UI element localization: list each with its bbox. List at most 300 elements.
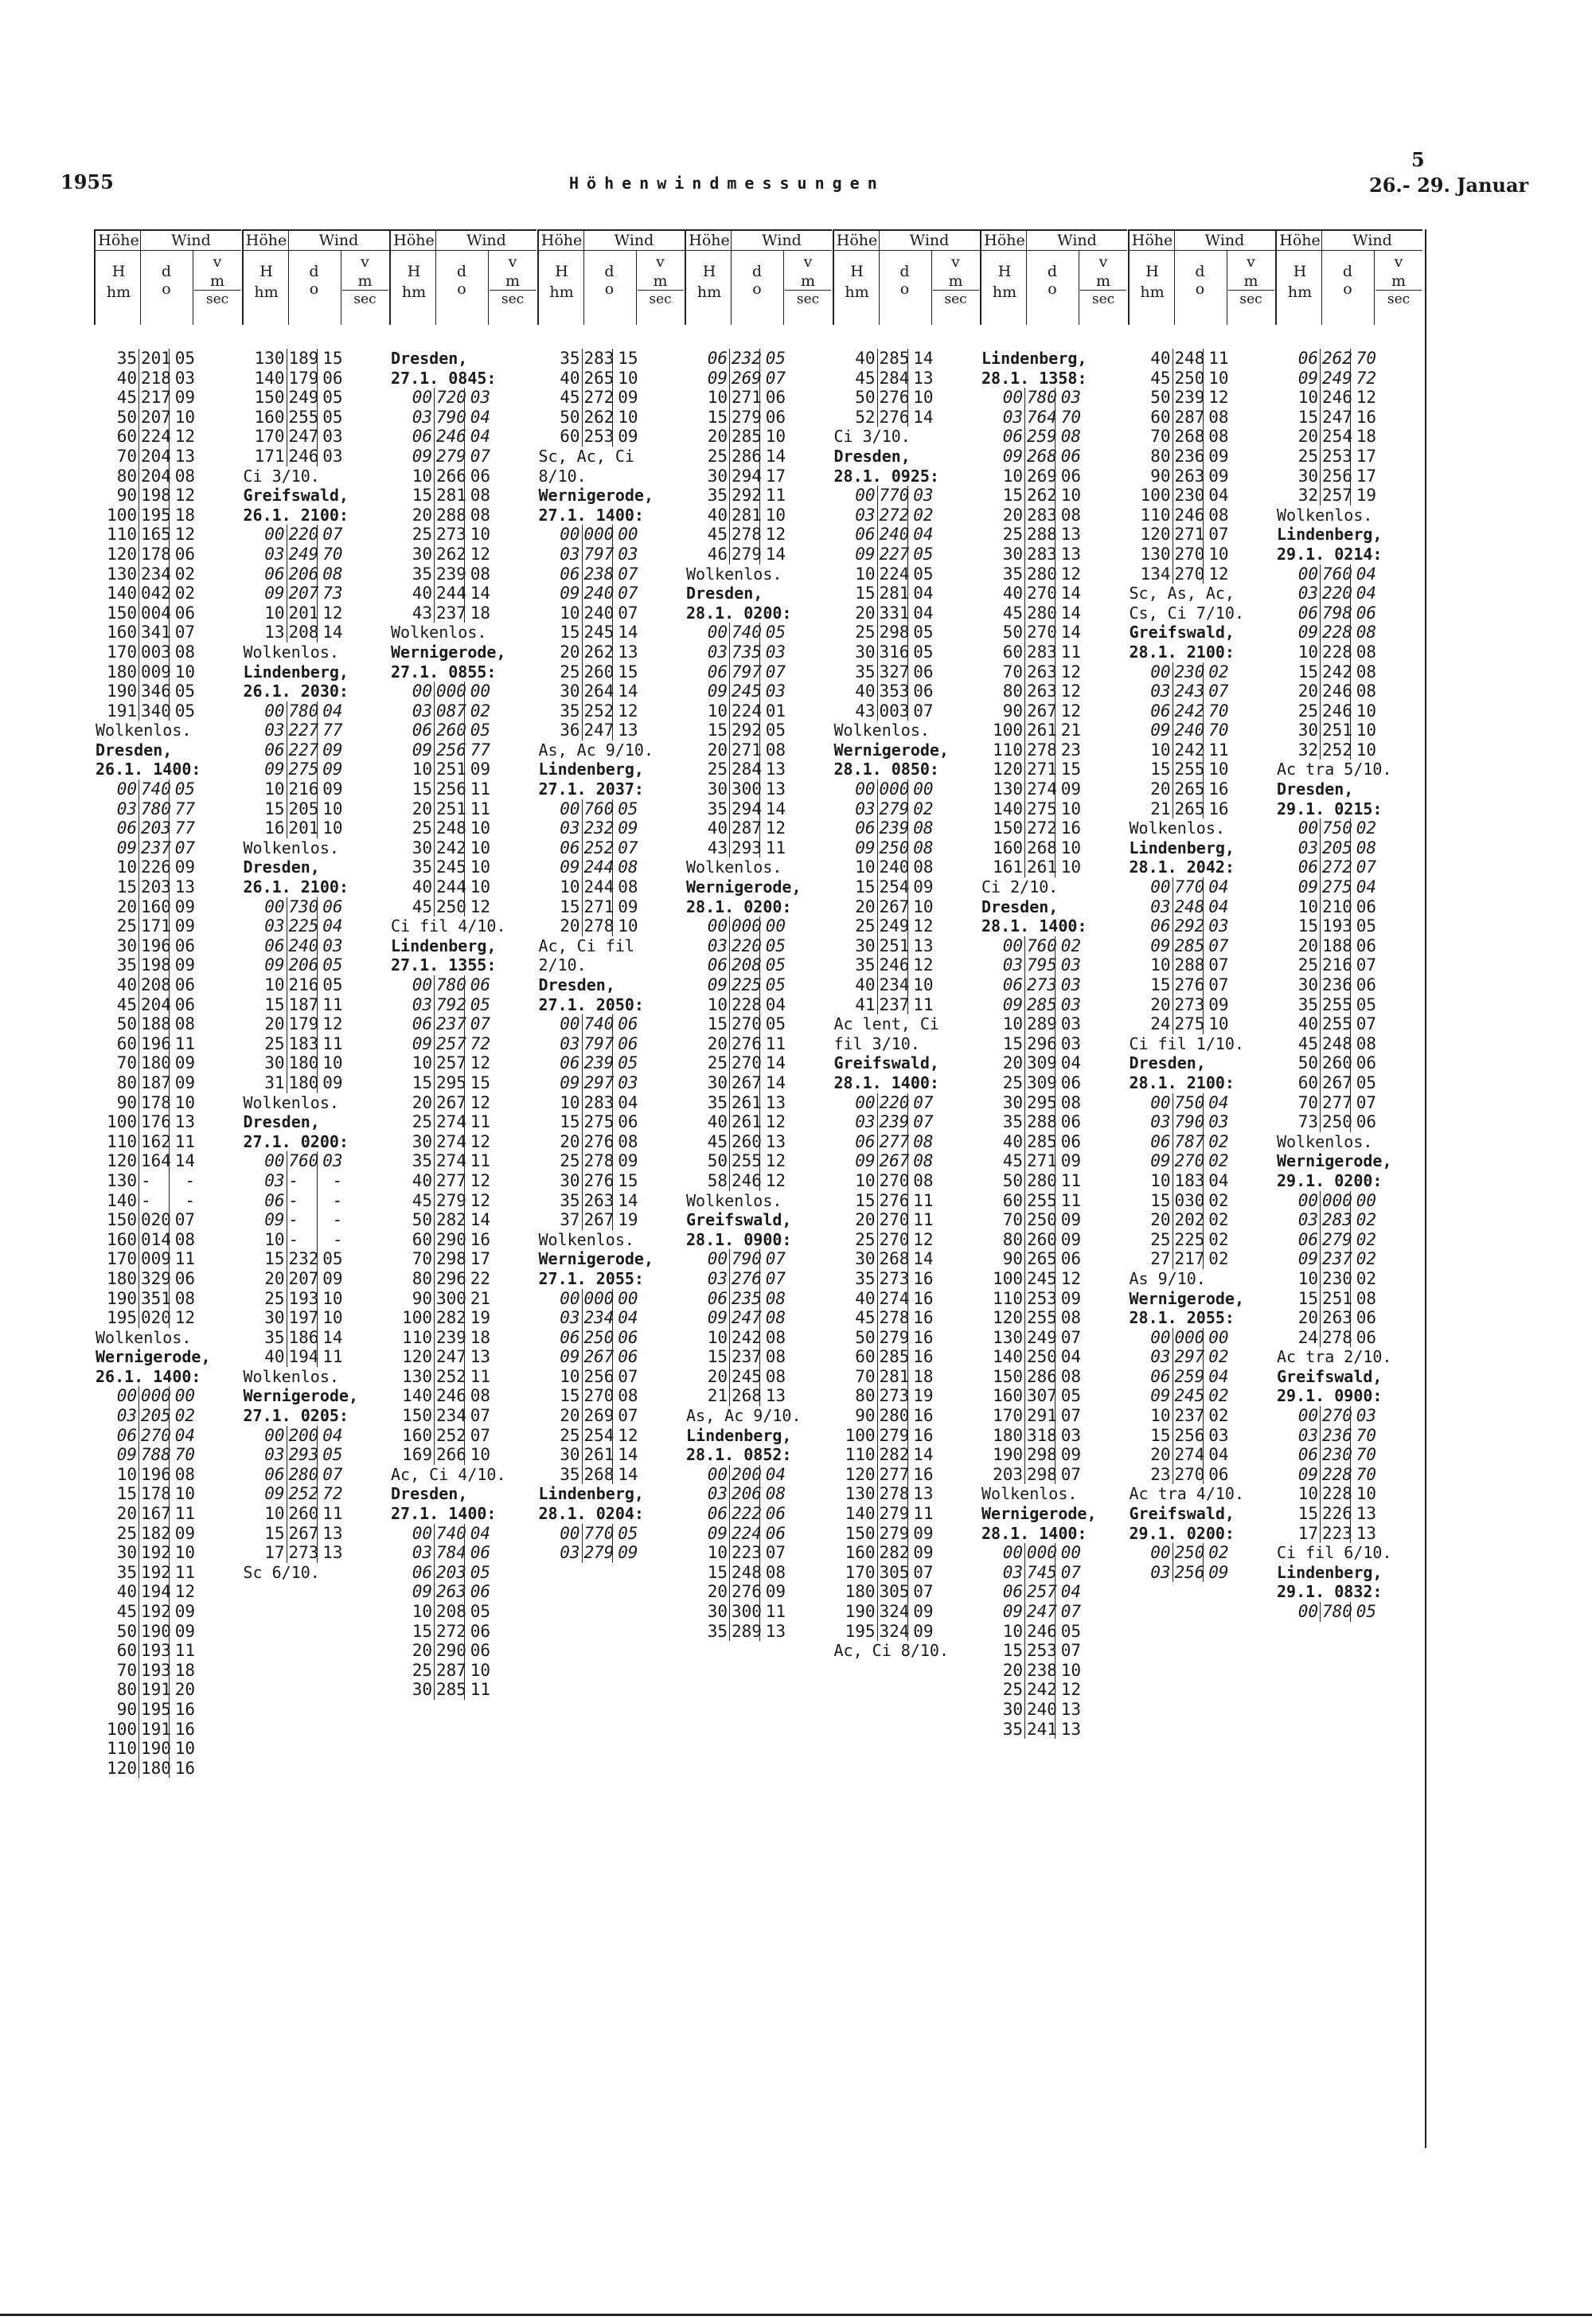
direction-value: 279 xyxy=(877,1328,907,1348)
direction-value: 191 xyxy=(139,1680,168,1700)
speed-value: 10 xyxy=(464,877,490,897)
table-row xyxy=(389,1151,537,1171)
direction-value: 740 xyxy=(582,1014,611,1034)
table-row xyxy=(980,936,1127,956)
height-value: 40 xyxy=(707,818,728,838)
height-value: 03 xyxy=(560,1308,580,1328)
speed-value: 04 xyxy=(464,1524,490,1544)
height-value: 09 xyxy=(1150,1151,1171,1171)
height-value: 10 xyxy=(707,701,728,721)
direction-value: 272 xyxy=(1024,818,1054,838)
direction-value: 248 xyxy=(434,818,463,838)
speed-value: 08 xyxy=(169,1289,195,1309)
cloud-note: Wolkenlos. xyxy=(686,857,782,877)
table-row xyxy=(389,721,537,740)
header-hoehe: Höhe xyxy=(245,231,289,250)
speed-value: 09 xyxy=(907,1543,934,1563)
direction-value: 270 xyxy=(877,1230,907,1250)
header-H: H xyxy=(555,263,568,280)
direction-value: 300 xyxy=(434,1289,463,1309)
height-value: 09 xyxy=(1297,623,1318,643)
table-row xyxy=(94,1191,241,1211)
station-label: Greifswald, xyxy=(833,1053,939,1073)
height-value: 25 xyxy=(1002,1680,1023,1700)
direction-value: 255 xyxy=(287,408,316,428)
table-row xyxy=(980,1641,1127,1661)
direction-value: 246 xyxy=(1320,701,1349,721)
direction-value: 249 xyxy=(1320,369,1349,389)
speed-value: 17 xyxy=(759,467,786,486)
table-row xyxy=(242,779,389,799)
direction-value: 263 xyxy=(1173,467,1202,486)
speed-value: 14 xyxy=(612,682,638,701)
table-row xyxy=(1128,916,1275,936)
table-row xyxy=(242,1289,389,1309)
direction-value: 259 xyxy=(1173,1367,1202,1387)
direction-value: 324 xyxy=(877,1602,907,1622)
table-row xyxy=(980,1151,1127,1171)
direction-value: 276 xyxy=(729,1269,759,1289)
speed-value: 05 xyxy=(759,721,786,740)
header-wind: Wind xyxy=(318,232,359,249)
table-row xyxy=(980,1132,1127,1152)
speed-value: 08 xyxy=(464,486,490,506)
direction-value: 234 xyxy=(877,975,907,995)
table-row xyxy=(94,1426,241,1446)
height-value: 10 xyxy=(707,994,728,1014)
table-row xyxy=(94,1759,241,1779)
cloud-note: Cs, Ci 7/10. xyxy=(1129,603,1244,623)
direction-value: 279 xyxy=(1320,1230,1349,1250)
table-row xyxy=(537,701,685,721)
table-row xyxy=(1128,1543,1275,1563)
table-row xyxy=(833,486,980,506)
table-row xyxy=(94,1582,241,1602)
table-row xyxy=(685,1328,832,1348)
direction-value: 250 xyxy=(877,838,907,858)
height-value: 40 xyxy=(1150,349,1171,368)
speed-value: 02 xyxy=(1203,662,1229,682)
direction-value: 020 xyxy=(139,1308,168,1328)
direction-value: 283 xyxy=(582,349,611,369)
direction-value: 222 xyxy=(729,1504,759,1524)
table-row xyxy=(94,1524,241,1544)
table-row xyxy=(980,1289,1127,1309)
speed-value: 09 xyxy=(907,1524,934,1544)
station-row xyxy=(980,897,1127,917)
table-row xyxy=(537,1386,685,1406)
table-row xyxy=(833,975,980,995)
direction-value: 244 xyxy=(582,877,611,897)
direction-value: 780 xyxy=(434,975,463,995)
height-value: 120 xyxy=(107,1758,137,1778)
header-hoehe: Höhe xyxy=(97,231,141,250)
table-column xyxy=(537,229,685,2148)
direction-value: 247 xyxy=(582,721,611,740)
speed-value: 13 xyxy=(907,936,934,956)
speed-value: 70 xyxy=(1203,721,1229,740)
speed-value: 08 xyxy=(1055,427,1081,447)
speed-value: 18 xyxy=(464,1328,490,1348)
direction-value: 225 xyxy=(1173,1230,1202,1250)
speed-value: 70 xyxy=(1203,701,1229,721)
height-value: 80 xyxy=(412,1268,432,1288)
direction-value: 282 xyxy=(434,1210,463,1230)
direction-value: - xyxy=(287,1230,316,1250)
speed-value: 05 xyxy=(169,701,195,721)
direction-value: 760 xyxy=(287,1151,316,1171)
station-label: 29.1. 0832: xyxy=(1277,1582,1383,1602)
table-row xyxy=(94,349,241,369)
direction-value: 285 xyxy=(877,349,907,369)
direction-value: 193 xyxy=(139,1661,168,1681)
direction-value: 259 xyxy=(1024,427,1054,447)
table-row xyxy=(980,1622,1127,1642)
table-row xyxy=(242,564,389,584)
table-row xyxy=(685,1582,832,1602)
table-row xyxy=(980,740,1127,760)
station-row xyxy=(242,877,389,897)
speed-value: 16 xyxy=(907,1269,934,1289)
speed-value: 07 xyxy=(317,1465,343,1485)
height-value: 35 xyxy=(707,1621,728,1641)
table-row xyxy=(980,1249,1127,1269)
speed-value: 12 xyxy=(907,955,934,975)
height-value: 15 xyxy=(1002,1641,1023,1661)
height-value: 20 xyxy=(707,1582,728,1602)
table-row xyxy=(94,838,241,858)
speed-value: 11 xyxy=(759,838,786,858)
height-value: 43 xyxy=(707,838,728,857)
direction-value: 250 xyxy=(582,1328,611,1348)
header-hm: hm xyxy=(1287,283,1313,301)
header-H: H xyxy=(997,263,1012,280)
height-value: 10 xyxy=(1297,1268,1318,1288)
height-value: 03 xyxy=(412,407,432,427)
table-row xyxy=(537,897,685,917)
height-value: 06 xyxy=(412,1562,432,1582)
table-row xyxy=(537,388,685,408)
height-value: 35 xyxy=(264,1327,285,1347)
height-value: 03 xyxy=(707,642,728,662)
speed-value: 04 xyxy=(317,1426,343,1446)
station-row xyxy=(1128,584,1275,603)
speed-value: 07 xyxy=(1055,1465,1081,1485)
station-row xyxy=(1275,1367,1422,1387)
direction-value: 297 xyxy=(582,1073,611,1093)
table-row xyxy=(685,760,832,779)
height-value: 134 xyxy=(1140,564,1171,584)
height-value: 03 xyxy=(1150,682,1171,701)
table-row xyxy=(94,1700,241,1720)
table-row xyxy=(685,1034,832,1054)
direction-value: 265 xyxy=(582,369,611,389)
direction-value: 340 xyxy=(139,701,168,721)
height-value: 03 xyxy=(707,1484,728,1504)
speed-value: 08 xyxy=(907,838,934,858)
station-row xyxy=(389,349,537,369)
speed-value: 09 xyxy=(317,740,343,760)
speed-value: 13 xyxy=(169,447,195,467)
speed-value: 08 xyxy=(317,564,343,584)
table-row xyxy=(537,1308,685,1328)
speed-value: 00 xyxy=(1350,1191,1376,1211)
direction-value: 291 xyxy=(1024,1406,1054,1426)
speed-value: 06 xyxy=(612,1034,638,1054)
speed-value: 05 xyxy=(317,388,343,408)
height-value: 100 xyxy=(107,505,137,525)
speed-value: 16 xyxy=(169,1720,195,1740)
speed-value: 05 xyxy=(907,643,934,662)
height-value: 150 xyxy=(993,1366,1023,1386)
table-row xyxy=(537,857,685,877)
direction-value: 180 xyxy=(139,1759,168,1779)
direction-value: 267 xyxy=(877,1151,907,1171)
table-row xyxy=(389,1426,537,1446)
station-row xyxy=(1275,1563,1422,1583)
height-value: 20 xyxy=(116,1504,137,1524)
speed-value: 20 xyxy=(169,1680,195,1700)
speed-value: 21 xyxy=(464,1289,490,1309)
direction-value: 286 xyxy=(1024,1367,1054,1387)
station-row xyxy=(1275,525,1422,545)
table-row xyxy=(980,603,1127,623)
table-row xyxy=(980,1328,1127,1348)
direction-value: 250 xyxy=(1024,1347,1054,1367)
table-row xyxy=(94,1053,241,1073)
direction-value: 279 xyxy=(582,1543,611,1563)
table-row xyxy=(1128,564,1275,584)
table-row xyxy=(980,1112,1127,1132)
speed-value: 03 xyxy=(317,447,343,467)
direction-value: 268 xyxy=(877,1249,907,1269)
direction-value: 280 xyxy=(1024,1171,1054,1191)
height-value: 15 xyxy=(412,779,432,799)
speed-value: 07 xyxy=(1350,955,1376,975)
cloud-note: Wolkenlos. xyxy=(833,721,930,740)
direction-value: 263 xyxy=(1024,682,1054,701)
table-row xyxy=(833,1230,980,1250)
speed-value: 08 xyxy=(612,857,638,877)
height-value: 60 xyxy=(1297,1072,1318,1092)
speed-value: 10 xyxy=(169,1543,195,1563)
direction-value: 280 xyxy=(287,1465,316,1485)
station-label: 28.1. 0200: xyxy=(686,603,792,623)
table-row xyxy=(1275,897,1422,917)
table-row xyxy=(1275,1602,1422,1622)
direction-value: 208 xyxy=(434,1602,463,1622)
cloud-note: Sc, As, Ac, xyxy=(1129,584,1235,603)
table-row xyxy=(685,1151,832,1171)
height-value: 50 xyxy=(116,1621,137,1641)
header-H: H xyxy=(259,263,273,280)
table-column xyxy=(1275,229,1422,2148)
direction-value: 239 xyxy=(877,818,907,838)
height-value: 50 xyxy=(1002,1170,1023,1190)
direction-value: 267 xyxy=(582,1210,611,1230)
height-value: 20 xyxy=(855,1210,876,1230)
table-row xyxy=(980,564,1127,584)
speed-value: 11 xyxy=(317,995,343,1015)
direction-value: 190 xyxy=(139,1622,168,1642)
table-row xyxy=(980,955,1127,975)
height-value: 35 xyxy=(1002,564,1023,584)
speed-value: 05 xyxy=(907,564,934,584)
direction-value: 267 xyxy=(877,897,907,917)
height-value: 09 xyxy=(1150,1386,1171,1406)
header-H: H xyxy=(1293,263,1307,280)
table-row xyxy=(980,1602,1127,1622)
column-header xyxy=(833,229,980,325)
speed-value: 70 xyxy=(1350,349,1376,369)
table-row xyxy=(389,740,537,760)
height-value: 03 xyxy=(412,994,432,1014)
height-value: 40 xyxy=(116,1582,137,1602)
direction-value: 770 xyxy=(877,486,907,506)
speed-value: 07 xyxy=(169,1210,195,1230)
table-column xyxy=(242,229,389,2148)
direction-value: 255 xyxy=(1024,1308,1054,1328)
station-label: 28.1. 0204: xyxy=(538,1504,644,1524)
direction-value: 267 xyxy=(434,1093,463,1113)
height-value: 10 xyxy=(707,1543,728,1563)
direction-value: 795 xyxy=(1024,955,1054,975)
station-row xyxy=(537,1504,685,1524)
direction-value: 273 xyxy=(877,1269,907,1289)
column-rows xyxy=(389,349,537,1700)
direction-value: 270 xyxy=(139,1426,168,1446)
speed-value: 02 xyxy=(907,799,934,819)
speed-value: 07 xyxy=(759,369,786,389)
speed-value: 03 xyxy=(759,643,786,662)
speed-value: 02 xyxy=(907,506,934,525)
direction-value: 278 xyxy=(1320,1328,1349,1348)
table-row xyxy=(94,643,241,662)
height-value: 03 xyxy=(1297,1210,1318,1230)
speed-value: 06 xyxy=(1350,603,1376,623)
speed-value: 05 xyxy=(317,955,343,975)
direction-value: 287 xyxy=(729,818,759,838)
direction-value: 257 xyxy=(434,1034,463,1054)
table-row xyxy=(389,779,537,799)
year: 1955 xyxy=(60,170,114,193)
speed-value: 06 xyxy=(907,662,934,682)
table-row xyxy=(980,408,1127,428)
table-row xyxy=(389,1641,537,1661)
table-row xyxy=(242,995,389,1015)
speed-value: 70 xyxy=(1350,1465,1376,1485)
station-row xyxy=(980,877,1127,897)
height-value: 50 xyxy=(1002,623,1023,643)
speed-value: 12 xyxy=(1350,388,1376,408)
height-value: 06 xyxy=(560,1327,580,1347)
table-column xyxy=(94,229,241,2148)
table-row xyxy=(1128,349,1275,369)
speed-value: 70 xyxy=(1350,1445,1376,1465)
speed-value: 07 xyxy=(759,1269,786,1289)
table-row xyxy=(685,1347,832,1367)
table-row xyxy=(685,1073,832,1093)
direction-value: 180 xyxy=(287,1073,316,1093)
table-row xyxy=(980,1171,1127,1191)
direction-value: 283 xyxy=(1024,545,1054,564)
speed-value: 07 xyxy=(464,1406,490,1426)
table-row xyxy=(980,1308,1127,1328)
station-label: 27.1. 1355: xyxy=(391,955,497,975)
speed-value: 05 xyxy=(1055,1622,1081,1642)
height-value: 110 xyxy=(107,1131,137,1151)
height-value: 170 xyxy=(845,1562,876,1582)
speed-value: 77 xyxy=(169,818,195,838)
speed-value: 02 xyxy=(1350,1269,1376,1289)
table-row xyxy=(833,1347,980,1367)
direction-value: 246 xyxy=(434,1386,463,1406)
table-row xyxy=(94,1680,241,1700)
speed-value: 07 xyxy=(1203,955,1229,975)
height-value: 20 xyxy=(1002,1660,1023,1680)
table-row xyxy=(1275,447,1422,467)
height-value: 10 xyxy=(855,564,876,584)
table-row xyxy=(242,1073,389,1093)
speed-value: 19 xyxy=(1350,486,1376,506)
height-value: 03 xyxy=(1002,407,1023,427)
direction-value: 165 xyxy=(139,525,168,545)
speed-value: 07 xyxy=(1203,975,1229,995)
height-value: 00 xyxy=(1150,877,1171,897)
station-row xyxy=(537,955,685,975)
height-value: 10 xyxy=(264,1504,285,1524)
direction-value: 288 xyxy=(1024,525,1054,545)
direction-value: 798 xyxy=(1320,603,1349,623)
height-value: 110 xyxy=(1140,505,1171,525)
speed-value: 09 xyxy=(612,1543,638,1563)
direction-value: 191 xyxy=(139,1720,168,1740)
height-value: 00 xyxy=(1297,1602,1318,1621)
height-value: 35 xyxy=(707,799,728,818)
direction-value: 253 xyxy=(582,427,611,447)
station-row xyxy=(980,369,1127,389)
speed-value: 11 xyxy=(169,1034,195,1054)
speed-value: 10 xyxy=(1055,486,1081,506)
station-label: Wernigerode, xyxy=(538,1249,654,1269)
direction-value: 240 xyxy=(582,603,611,623)
speed-value: 11 xyxy=(317,1034,343,1054)
height-value: 09 xyxy=(264,955,285,975)
height-value: 30 xyxy=(1297,466,1318,486)
height-value: 30 xyxy=(1002,1699,1023,1719)
direction-value: 351 xyxy=(139,1289,168,1309)
direction-value: 248 xyxy=(1173,349,1202,369)
station-row xyxy=(833,1034,980,1054)
speed-value: 14 xyxy=(464,584,490,603)
height-value: 50 xyxy=(560,407,580,427)
table-row xyxy=(1275,662,1422,682)
height-value: 180 xyxy=(107,1268,137,1288)
speed-value: 13 xyxy=(612,643,638,662)
height-value: 120 xyxy=(1140,525,1171,545)
height-value: 40 xyxy=(116,975,137,994)
station-row xyxy=(833,427,980,447)
speed-value: 08 xyxy=(759,740,786,760)
height-value: 20 xyxy=(1150,1445,1171,1465)
table-row xyxy=(1128,877,1275,897)
direction-value: 224 xyxy=(729,701,759,721)
header-divider xyxy=(731,250,732,325)
direction-value: 238 xyxy=(582,564,611,584)
speed-value: 06 xyxy=(1055,1073,1081,1093)
speed-value: 05 xyxy=(759,955,786,975)
station-row xyxy=(685,877,832,897)
